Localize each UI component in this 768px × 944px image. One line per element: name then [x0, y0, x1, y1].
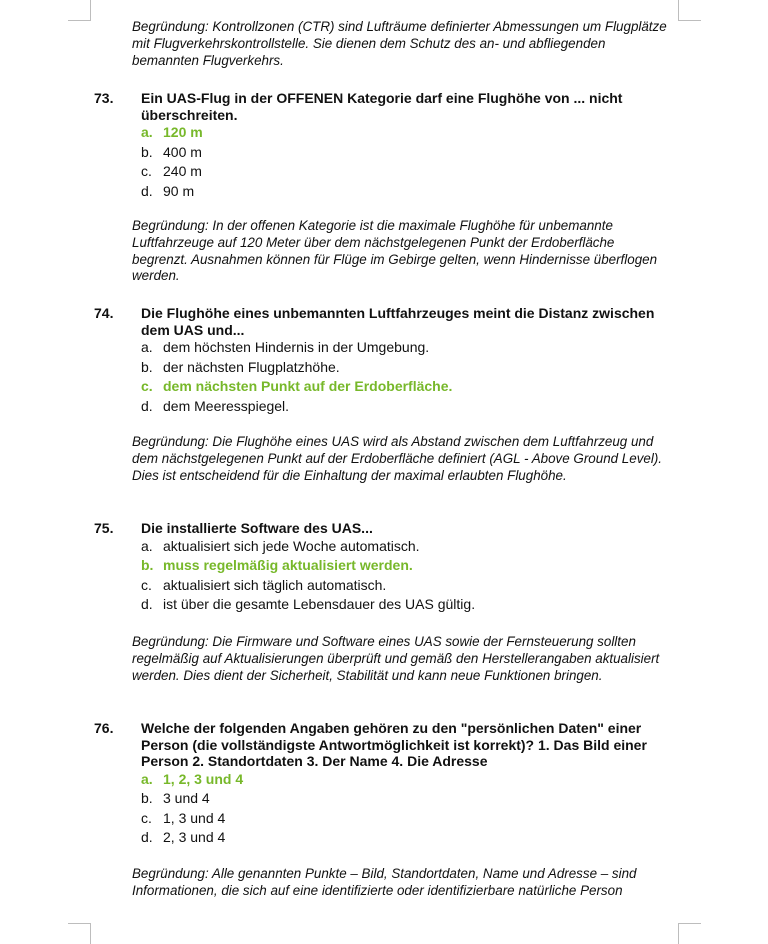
intro-reason: Begründung: Kontrollzonen (CTR) sind Lufträume definierter Abmessungen um Flugplätze mit Flugverkehrskontrollstelle. Sie dienen dem Schutz des an- und abfliegenden bemannten Flugverkehrs.: [132, 19, 667, 68]
question-number: 73.: [94, 90, 114, 106]
question-number: 74.: [94, 305, 114, 321]
answer-option: [141, 789, 684, 809]
option-text: dem höchsten Hindernis in der Umgebung.: [163, 339, 430, 355]
question-number: 76.: [94, 720, 114, 736]
option-text: dem nächsten Punkt auf der Erdoberfläche.: [163, 378, 453, 394]
crop-mark-bottom-right: [678, 923, 701, 944]
option-letter: c.: [141, 163, 152, 179]
option-text: der nächsten Flugplatzhöhe.: [163, 358, 340, 375]
answer-option: [141, 358, 684, 378]
answer-option: [141, 809, 684, 829]
question-text: Welche der folgenden Angaben gehören zu den "persönlichen Daten" einer Person (die vollständigste Antwortmöglichkeit ist korrekt)? 1. Das Bild einer Person 2. Standortdaten 3. Der Name 4. Die Adresse: [141, 720, 647, 769]
option-text: aktualisiert sich jede Woche automatisch.: [163, 537, 420, 554]
option-text: 400 m: [163, 143, 202, 160]
answer-options: [141, 123, 684, 201]
answer-option: [141, 595, 684, 615]
question-text: Ein UAS-Flug in der OFFENEN Kategorie darf eine Flughöhe von ... nicht überschreiten.: [141, 90, 623, 123]
answer-option: [141, 397, 684, 417]
question-76: [94, 720, 684, 848]
answer-option: [141, 828, 684, 848]
question-74: [94, 305, 684, 416]
option-text: 90 m: [163, 182, 195, 199]
option-letter: c.: [141, 809, 152, 826]
option-text: muss regelmäßig aktualisiert werden.: [163, 557, 413, 573]
option-letter: d.: [141, 596, 153, 612]
option-text: aktualisiert sich täglich automatisch.: [163, 576, 387, 593]
crop-mark-bottom-left: [68, 923, 91, 944]
option-letter: b.: [141, 790, 153, 806]
option-text: 1, 3 und 4: [163, 809, 226, 826]
option-letter: d.: [141, 397, 153, 414]
option-letter: c.: [141, 378, 153, 394]
question-75: [94, 520, 684, 615]
option-letter: a.: [141, 770, 153, 787]
option-letter: b.: [141, 557, 154, 573]
option-letter: a.: [141, 124, 153, 140]
answer-option: [141, 182, 684, 202]
option-text: 120 m: [163, 124, 203, 140]
option-text: 1, 2, 3 und 4: [163, 770, 244, 787]
question-73: [94, 90, 684, 201]
question-text: Die installierte Software des UAS...: [141, 520, 373, 536]
answer-option-correct: [141, 123, 684, 143]
option-letter: d.: [141, 829, 153, 845]
option-letter: d.: [141, 182, 153, 199]
answer-options: [141, 770, 684, 848]
option-letter: b.: [141, 143, 153, 160]
answer-option: [141, 537, 684, 557]
option-text: 2, 3 und 4: [163, 829, 226, 845]
reason-73: Begründung: In der offenen Kategorie ist die maximale Flughöhe für unbemannte Luftfahrzeuge auf 120 Meter über dem nächstgelegenen Punkt der Erdoberfläche begrenzt. Ausnahmen können für Flüge im Gebirge gelten, wenn Hindernisse überflogen werden.: [132, 218, 658, 284]
answer-option: [141, 576, 684, 596]
answer-option-correct: [141, 377, 684, 397]
option-letter: b.: [141, 358, 153, 375]
option-letter: c.: [141, 576, 152, 593]
option-letter: a.: [141, 537, 153, 554]
crop-mark-top-left: [68, 0, 91, 21]
reason-74: Begründung: Die Flughöhe eines UAS wird als Abstand zwischen dem Luftfahrzeug und dem nächstgelegenen Punkt auf der Erdoberfläche definiert (AGL - Above Ground Level). Dies ist entscheidend für die Einhaltung der maximal erlaubten Flughöhe.: [132, 434, 662, 483]
answer-option: [141, 338, 684, 358]
answer-option: [141, 143, 684, 163]
crop-mark-top-right: [678, 0, 701, 21]
answer-options: [141, 537, 684, 615]
option-text: dem Meeresspiegel.: [163, 397, 290, 414]
question-text: Die Flughöhe eines unbemannten Luftfahrzeuges meint die Distanz zwischen dem UAS und...: [141, 305, 655, 338]
option-letter: a.: [141, 339, 153, 355]
answer-options: [141, 338, 684, 416]
question-number: 75.: [94, 520, 114, 536]
option-text: ist über die gesamte Lebensdauer des UAS gültig.: [163, 596, 476, 612]
answer-option-correct: [141, 556, 684, 576]
option-text: 240 m: [163, 163, 202, 179]
answer-option-correct: [141, 770, 684, 790]
option-text: 3 und 4: [163, 790, 210, 806]
answer-option: [141, 162, 684, 182]
reason-76: Begründung: Alle genannten Punkte – Bild, Standortdaten, Name und Adresse – sind Informationen, die sich auf eine identifizierte oder identifizierbare natürliche Person: [132, 866, 637, 898]
reason-75: Begründung: Die Firmware und Software eines UAS sowie der Fernsteuerung sollten regelmäßig auf Aktualisierungen überprüft und gemäß den Herstellerangaben aktualisiert werden. Dies dient der Sicherheit, Stabilität und kann neue Funktionen bringen.: [132, 634, 660, 683]
